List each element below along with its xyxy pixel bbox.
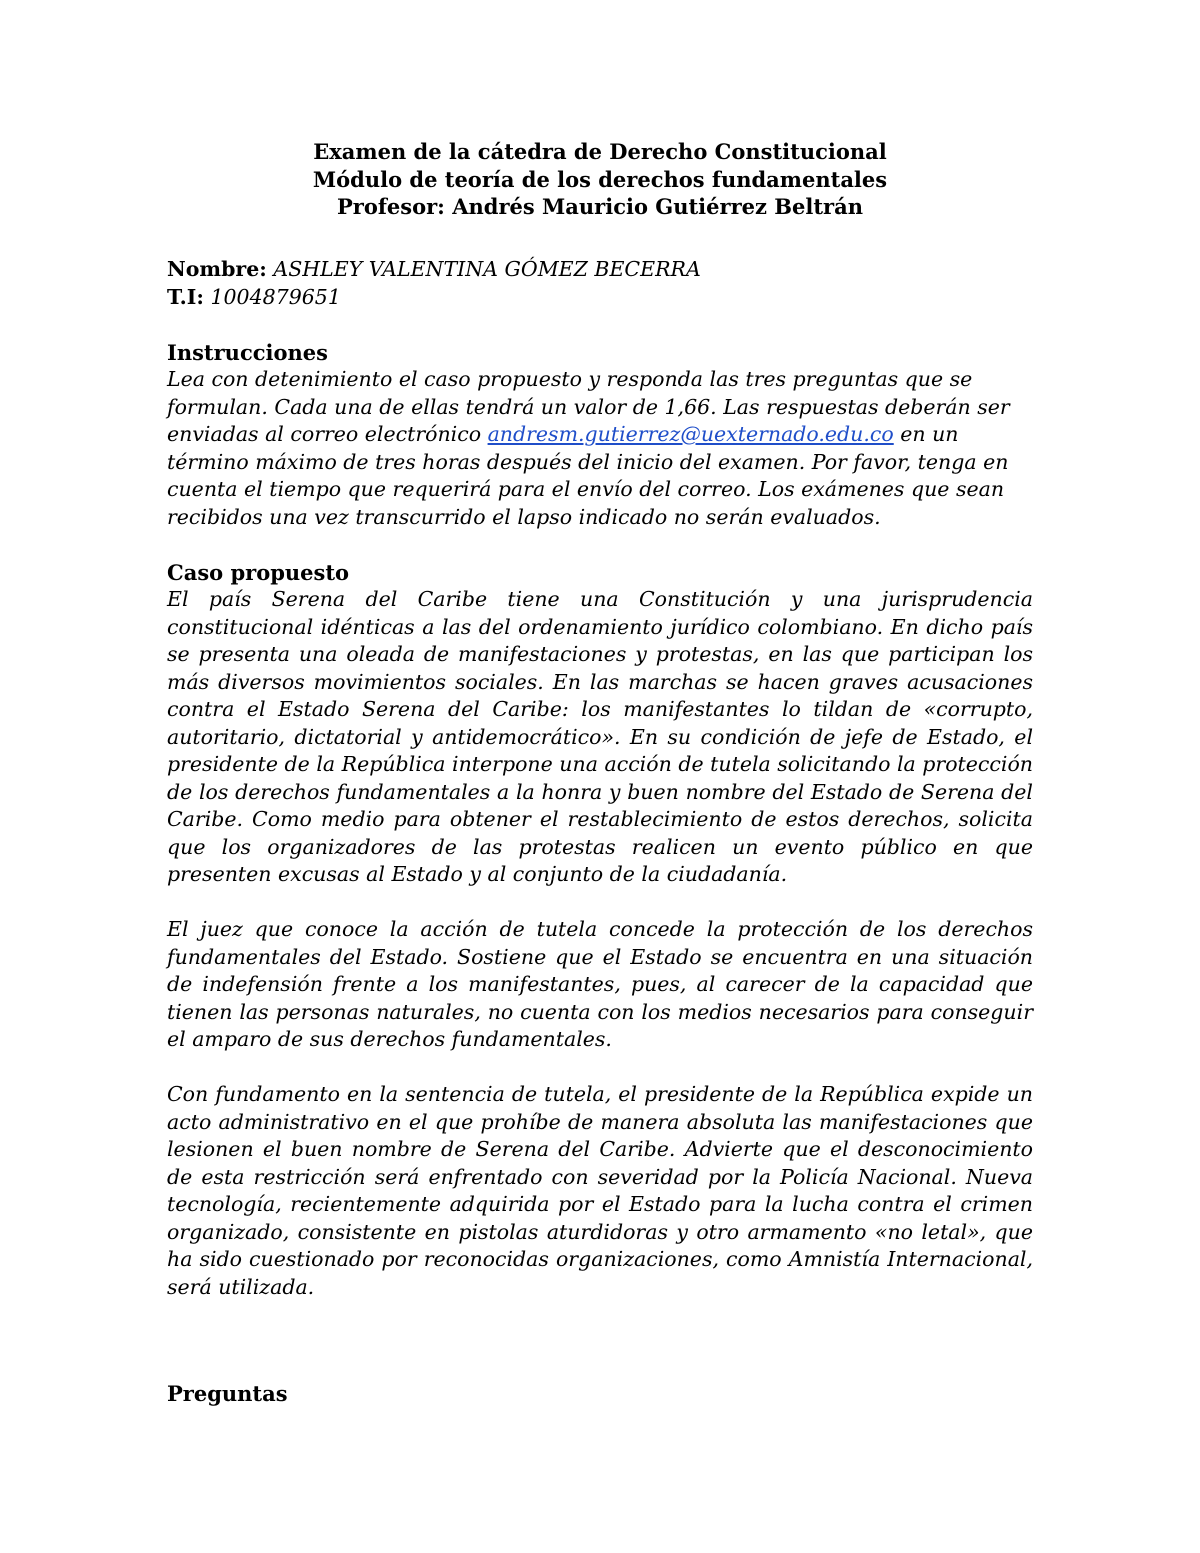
name-label: Nombre: [167, 257, 267, 281]
id-label: T.I: [167, 284, 204, 309]
instructions-text-start: Lea con detenimiento el caso propuesto y responda las tres preguntas que se formulan. Cada una de ellas tendrá un valor de 1,66. Las respuestas deberán ser enviadas al correo electrónico [167, 367, 1010, 446]
module-title: Módulo de teoría de los derechos fundamentales [312, 166, 888, 192]
email-link[interactable]: andresm.gutierrez@uexternado.edu.co [487, 422, 894, 446]
case-paragraph-1: El país Serena del Caribe tiene una Constitución y una jurisprudencia constitucional idénticas a las del ordenamiento jurídico colombiano. En dicho país se presenta una oleada de manifestaciones y protestas, en las que participan los más diversos movimientos sociales. En las marchas se hacen graves acusaciones contra el Estado Serena del Caribe: los manifestantes lo tildan de «corrupto, autoritario, dictatorial y antidemocrático». En su condición de jefe de Estado, el presidente de la República interpone una acción de tutela solicitando la protección de los derechos fundamentales a la honra y buen nombre del Estado de Serena del Caribe. Como medio para obtener el restablecimiento de estos derechos, solicita que los organizadores de las protestas realicen un evento público en que presenten excusas al Estado y al conjunto de la ciudadanía. [167, 587, 1033, 886]
professor-line: Profesor: Andrés Mauricio Gutiérrez Beltrán [337, 194, 863, 219]
case-paragraph-3: Con fundamento en la sentencia de tutela, el presidente de la República expide un acto administrativo en el que prohíbe de manera absoluta las manifestaciones que lesionen el buen nombre de Serena del Caribe. Advierte que el desconocimiento de esta restricción será enfrentado con severidad por la Policía Nacional. Nueva tecnología, recientemente adquirida por el Estado para la lucha contra el crimen organizado, consistente en pistolas aturdidoras y otro armamento «no letal», que ha sido cuestionado por reconocidas organizaciones, como Amnistía Internacional, será utilizada. [167, 1082, 1033, 1299]
student-id-row [167, 284, 1033, 312]
case-title: Caso propuesto [167, 559, 350, 585]
document-body [167, 138, 1033, 1301]
instructions-title: Instrucciones [167, 339, 328, 365]
student-name-row [167, 256, 1033, 284]
exam-title: Examen de la cátedra de Derecho Constitucional [313, 139, 887, 164]
exam-header [167, 138, 1033, 221]
questions-title: Preguntas [167, 1381, 288, 1406]
id-value: 1004879651 [210, 284, 341, 309]
case-paragraph-2: El juez que conoce la acción de tutela concede la protección de los derechos fundamentales del Estado. Sostiene que el Estado se encuentra en una situación de indefensión frente a los manifestantes, pues, al carecer de la capacidad que tienen las personas naturales, no cuenta con los medios necesarios para conseguir el amparo de sus derechos fundamentales. [167, 917, 1033, 1051]
instructions-text-end: en un término máximo de tres horas después del inicio del examen. Por favor, tenga en cuenta el tiempo que requerirá para el envío del correo. Los exámenes que sean recibidos una vez transcurrido el lapso indicado no serán evaluados. [167, 422, 1009, 529]
instructions-text [167, 366, 1033, 531]
name-value: ASHLEY VALENTINA GÓMEZ BECERRA [273, 257, 701, 281]
